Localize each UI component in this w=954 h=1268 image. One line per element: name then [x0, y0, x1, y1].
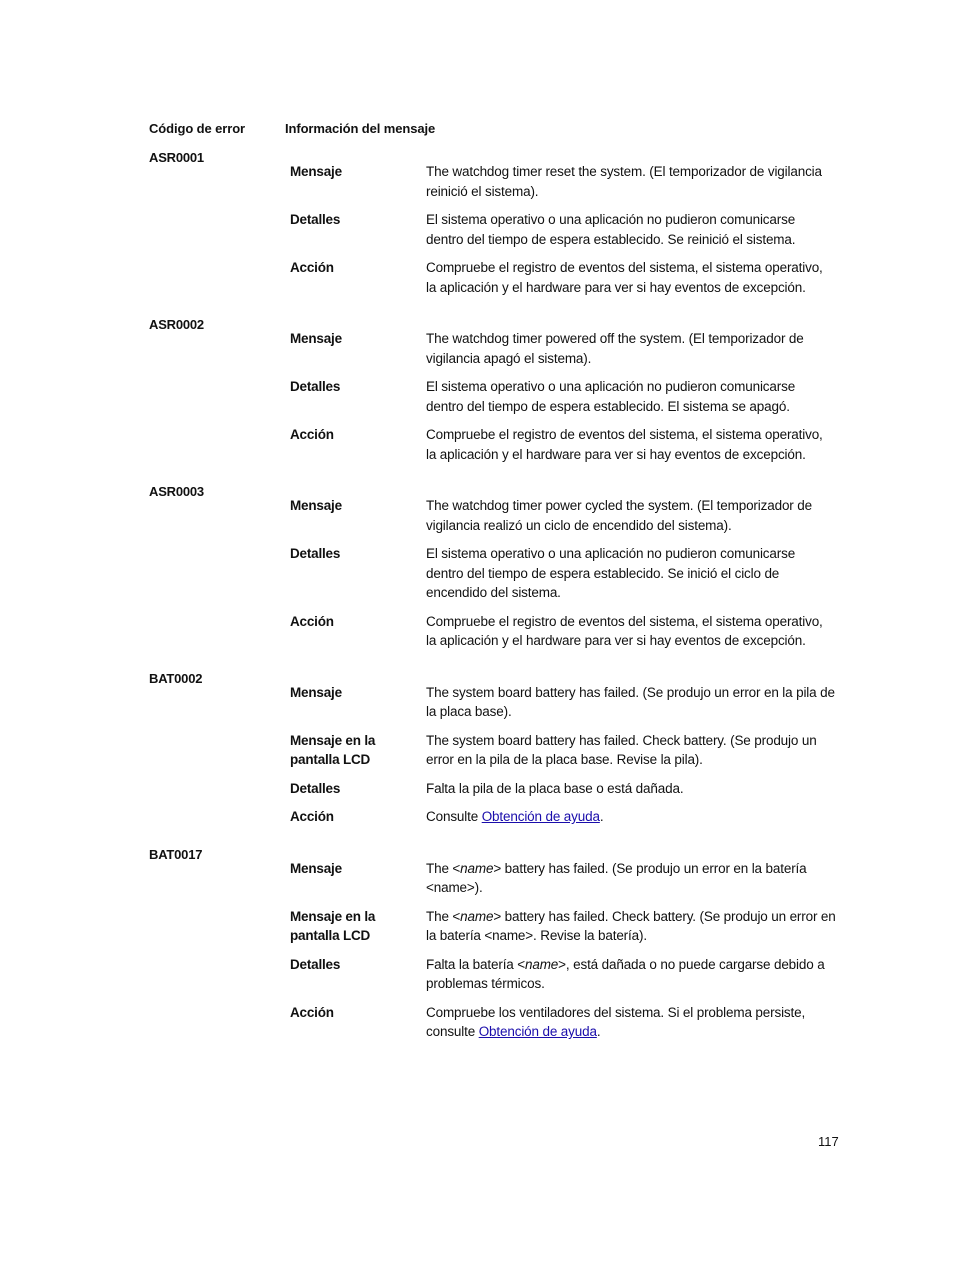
error-entry-asr0002 — [149, 317, 839, 464]
row-label: Detalles — [290, 379, 341, 394]
row-value: Falta la pila de la placa base o está dañada. — [426, 780, 684, 796]
info-row — [149, 1003, 839, 1042]
value-text: . — [599, 809, 604, 824]
row-value: The system board battery has failed. (Se produjo un error en la pila de la placa base). — [426, 684, 835, 719]
row-value: The watchdog timer reset the system. (El temporizador de vigilancia reinició el sistema). — [426, 164, 822, 199]
error-entry-bat0002 — [149, 671, 839, 827]
row-value — [426, 907, 836, 946]
error-code: BAT0002 — [149, 670, 203, 686]
value-text: >, está dañada o no puede cargarse debido a problemas térmicos. — [426, 956, 825, 991]
value-text: The < — [426, 908, 461, 924]
value-text: > battery has failed. Check battery. (Se produjo un error en la batería <name>. Revise la batería). — [426, 908, 836, 943]
row-value: El sistema operativo o una aplicación no pudieron comunicarse dentro del tiempo de espera establecido. Se reinició el sistema. — [426, 212, 796, 247]
row-label: Mensaje — [290, 331, 342, 346]
row-value: The system board battery has failed. Check battery. (Se produjo un error en la pila de la placa base. Revise la pila). — [426, 732, 817, 767]
row-label: Mensaje — [290, 684, 342, 700]
row-label: Mensaje — [290, 860, 342, 876]
value-placeholder: name — [525, 956, 559, 972]
row-value: The watchdog timer power cycled the system. (El temporizador de vigilancia realizó un ciclo de encendido del sistema). — [426, 498, 812, 533]
error-entry-asr0001 — [149, 150, 839, 297]
row-value — [426, 807, 836, 827]
info-row — [149, 329, 839, 368]
info-row — [149, 907, 839, 946]
info-row — [149, 779, 839, 799]
error-code: BAT0017 — [149, 846, 203, 862]
help-link[interactable]: Obtención de ayuda — [478, 1024, 597, 1039]
info-row — [149, 496, 839, 535]
error-code: ASR0003 — [149, 484, 204, 499]
info-row — [149, 425, 839, 464]
row-label: Acción — [290, 427, 334, 442]
row-label: Detalles — [290, 780, 341, 796]
row-value: The watchdog timer powered off the system. (El temporizador de vigilancia apagó el sistema). — [426, 331, 804, 366]
column-header-code: Código de error — [149, 121, 246, 136]
help-link[interactable]: Obtención de ayuda — [481, 809, 600, 824]
error-entry-asr0003 — [149, 484, 839, 651]
row-label: Mensaje en la pantalla LCD — [290, 732, 376, 767]
row-label: Mensaje — [290, 164, 342, 179]
row-label: Acción — [290, 809, 334, 824]
info-row — [149, 210, 839, 249]
value-text: Compruebe los ventiladores del sistema. Si el problema persiste, consulte — [426, 1004, 806, 1039]
row-value: Compruebe el registro de eventos del sistema, el sistema operativo, la aplicación y el hardware para ver si hay eventos de excepción. — [426, 613, 823, 648]
row-value — [426, 955, 836, 994]
row-label: Detalles — [290, 212, 341, 227]
row-value — [426, 859, 836, 898]
row-value: Compruebe el registro de eventos del sistema, el sistema operativo, la aplicación y el hardware para ver si hay eventos de excepción. — [426, 260, 823, 295]
row-value: El sistema operativo o una aplicación no pudieron comunicarse dentro del tiempo de espera establecido. El sistema se apagó. — [426, 379, 796, 414]
row-label: Detalles — [290, 546, 341, 561]
info-row — [149, 162, 839, 201]
column-header-info: Información del mensaje — [285, 121, 436, 136]
info-row — [149, 683, 839, 722]
row-value: El sistema operativo o una aplicación no pudieron comunicarse dentro del tiempo de espera establecido. Se inició el ciclo de encendido del sistema. — [426, 546, 796, 600]
error-entries — [149, 150, 839, 1062]
info-row — [149, 544, 839, 603]
row-value: Compruebe el registro de eventos del sistema, el sistema operativo, la aplicación y el hardware para ver si hay eventos de excepción. — [426, 427, 823, 462]
page-number: 117 — [818, 1134, 839, 1149]
info-row — [149, 807, 839, 827]
info-row — [149, 859, 839, 898]
info-row — [149, 258, 839, 297]
row-label: Acción — [290, 260, 334, 275]
value-text: The < — [426, 860, 461, 876]
error-code: ASR0002 — [149, 317, 204, 332]
value-placeholder: name — [460, 860, 494, 876]
info-row — [149, 377, 839, 416]
row-label: Detalles — [290, 956, 341, 972]
value-text: Falta la batería < — [426, 956, 525, 972]
row-label: Mensaje — [290, 498, 342, 513]
row-label: Acción — [290, 1004, 334, 1020]
value-text: . — [596, 1024, 601, 1039]
info-row — [149, 731, 839, 770]
row-value — [426, 1003, 836, 1042]
error-code: ASR0001 — [149, 150, 204, 165]
row-label: Acción — [290, 613, 334, 629]
info-row — [149, 612, 839, 651]
value-text: Consulte — [426, 809, 482, 824]
value-text: > battery has failed. (Se produjo un error en la batería <name>). — [426, 860, 807, 895]
error-entry-bat0017 — [149, 847, 839, 1042]
row-label: Mensaje en la pantalla LCD — [290, 908, 376, 943]
value-placeholder: name — [460, 908, 494, 924]
info-row — [149, 955, 839, 994]
